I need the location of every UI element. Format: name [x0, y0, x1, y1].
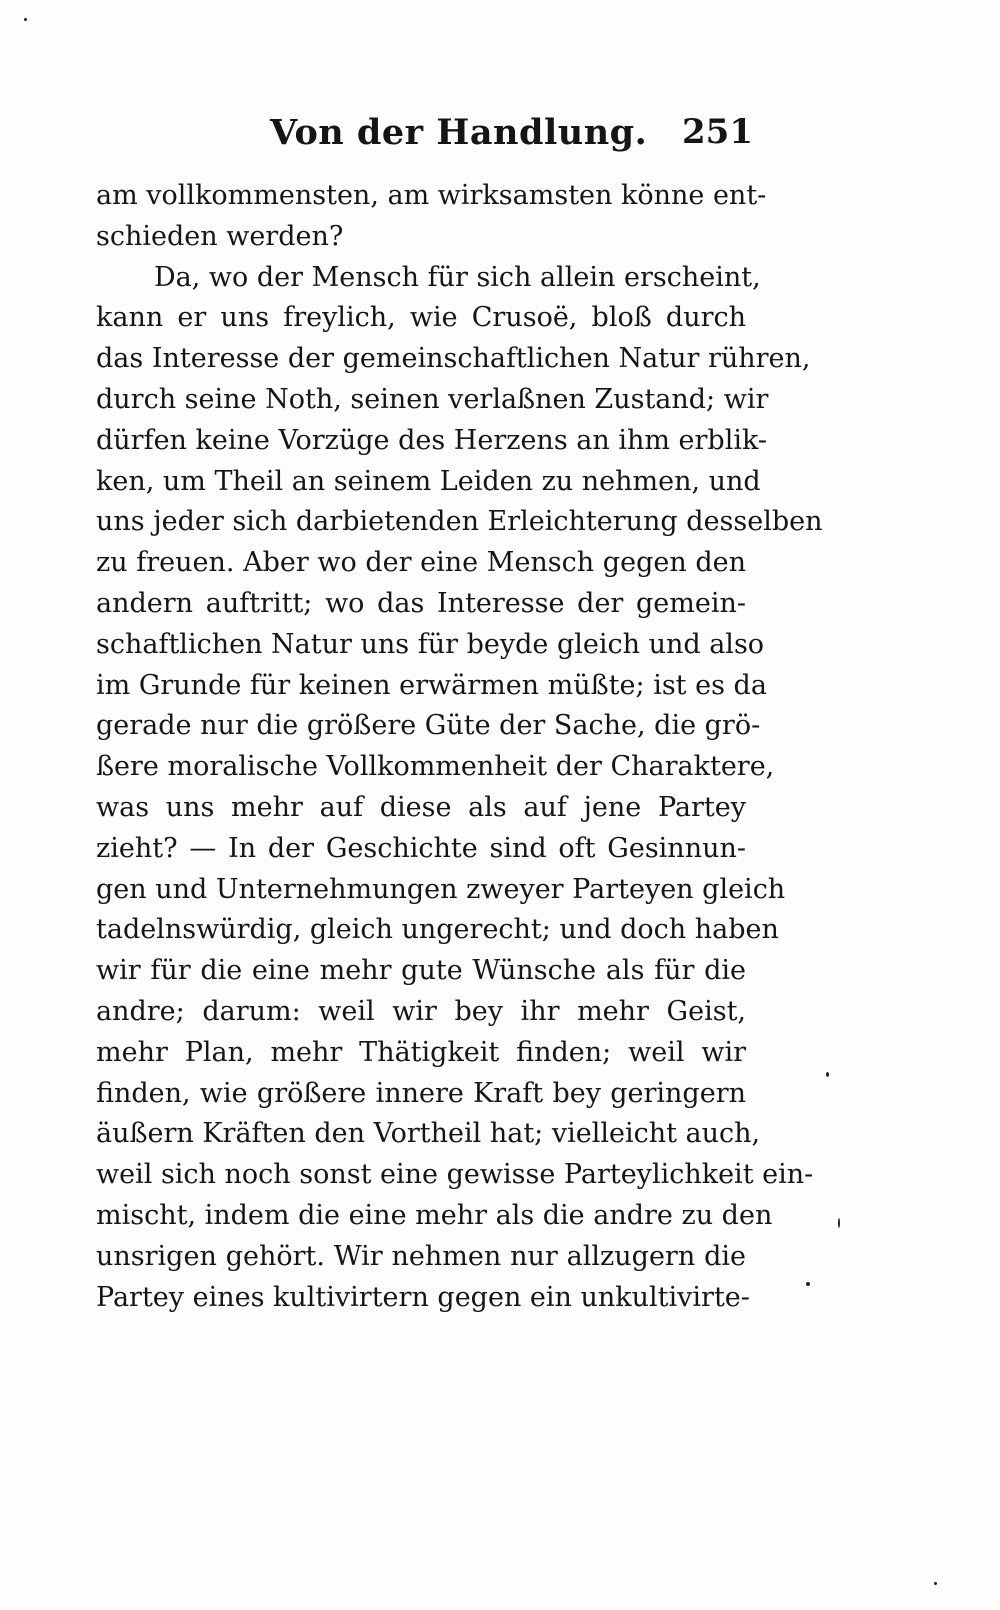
scan-speck: [826, 1072, 829, 1077]
scan-speck: [24, 18, 27, 21]
text-line: ken, um Theil an seinem Leiden zu nehmen, und: [96, 465, 761, 497]
body-text: [96, 176, 823, 1318]
text-line: am vollkommensten, am wirksamsten könne ent-: [96, 180, 767, 211]
text-line: andern auftritt; wo das Interesse der gemein-: [96, 587, 746, 619]
scan-speck: [934, 1582, 937, 1585]
text-line: kann er uns freylich, wie Crusoë, bloß durch: [96, 302, 746, 334]
scan-speck: [806, 1282, 810, 1286]
text-line: weil sich noch sonst eine gewisse Parteylichkeit ein-: [96, 1159, 814, 1191]
text-line: andre; darum: weil wir bey ihr mehr Geist,: [96, 995, 746, 1027]
text-line: zu freuen. Aber wo der eine Mensch gegen den: [96, 547, 746, 579]
text-line: finden, wie größere innere Kraft bey geringern: [96, 1077, 746, 1109]
scan-speck: [838, 1218, 840, 1228]
text-line: uns jeder sich darbietenden Erleichterung desselben: [96, 506, 823, 538]
text-line: mehr Plan, mehr Thätigkeit finden; weil wir: [96, 1036, 746, 1068]
text-line: schaftlichen Natur uns für beyde gleich und also: [96, 628, 765, 660]
running-head: Von der Handlung.: [270, 112, 648, 153]
text-line: Partey eines kultivirtern gegen ein unkultivirte-: [96, 1281, 750, 1313]
text-line: unsrigen gehört. Wir nehmen nur allzugern die: [96, 1240, 746, 1272]
page-number: 251: [682, 112, 753, 152]
text-line: wir für die eine mehr gute Wünsche als für die: [96, 955, 746, 987]
text-line: im Grunde für keinen erwärmen müßte; ist es da: [96, 669, 767, 701]
text-line: schieden werden?: [96, 220, 344, 252]
text-line: das Interesse der gemeinschaftlichen Natur rühren,: [96, 343, 811, 375]
text-line: durch seine Noth, seinen verlaßnen Zustand; wir: [96, 383, 769, 415]
text-line: Da, wo der Mensch für sich allein erscheint,: [154, 261, 761, 293]
text-line: dürfen keine Vorzüge des Herzens an ihm erblik-: [96, 424, 767, 456]
text-line: zieht? — In der Geschichte sind oft Gesinnun-: [96, 832, 746, 864]
text-line: gerade nur die größere Güte der Sache, die grö-: [96, 710, 761, 742]
text-line: ßere moralische Vollkommenheit der Charaktere,: [96, 751, 775, 783]
text-line: mischt, indem die eine mehr als die andre zu den: [96, 1199, 773, 1231]
text-line: äußern Kräften den Vortheil hat; vielleicht auch,: [96, 1118, 761, 1150]
text-line: was uns mehr auf diese als auf jene Partey: [96, 791, 746, 823]
text-line: gen und Unternehmungen zweyer Parteyen gleich: [96, 873, 786, 905]
text-line: tadelnswürdig, gleich ungerecht; und doch haben: [96, 914, 779, 946]
